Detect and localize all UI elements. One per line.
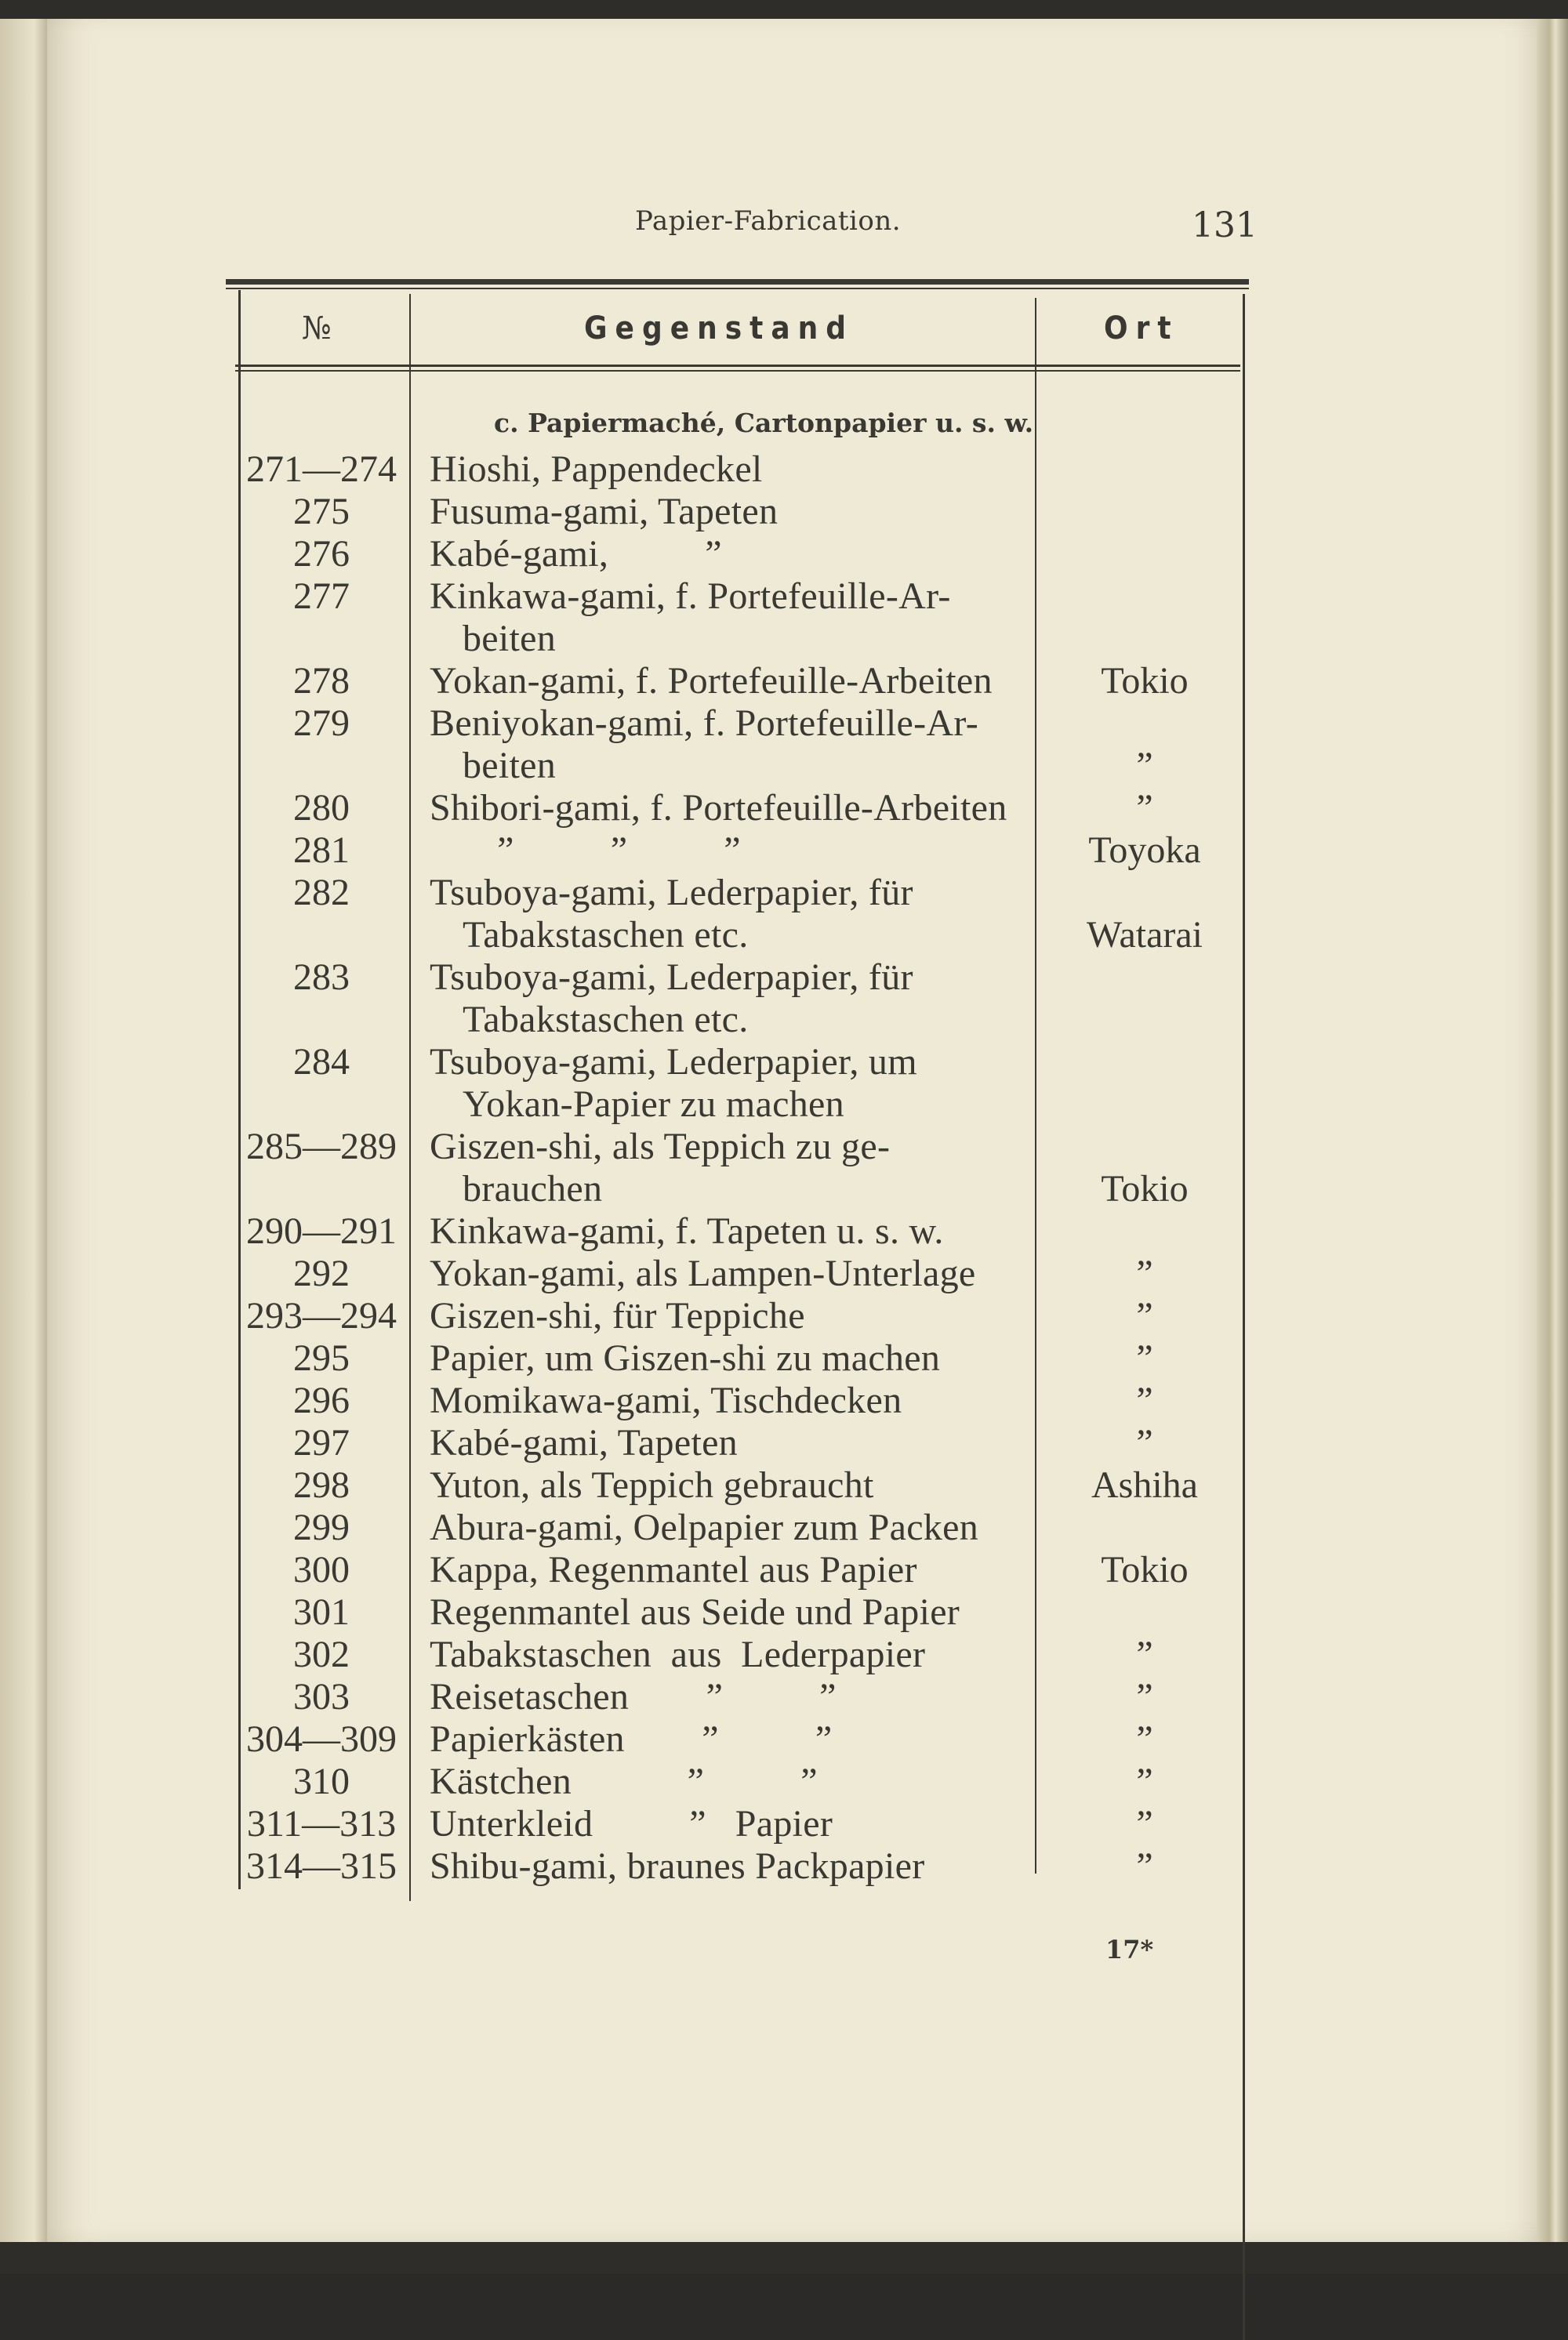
table-top-rule-thin: [226, 288, 1249, 289]
item-number: 302: [293, 1634, 350, 1675]
item-number: 299: [293, 1507, 350, 1548]
header-bottom-rule-thin: [235, 370, 1240, 372]
item-description: Kabé-gami, Tapeten: [430, 1422, 738, 1464]
item-number: 277: [293, 575, 350, 617]
table-row: [0, 1422, 1568, 1464]
item-number: 296: [293, 1380, 350, 1421]
item-number: 275: [293, 491, 350, 532]
item-description: Fusuma-gami, Tapeten: [430, 491, 779, 532]
item-description: Shibori-gami, f. Portefeuille-Arbeiten: [430, 787, 1007, 829]
item-location: Toyoka: [1088, 829, 1201, 871]
item-description: Kästchen ” ”: [430, 1761, 818, 1802]
signature-mark: 17*: [1105, 1935, 1154, 1965]
header-gegenstand: Gegenstand: [584, 310, 855, 346]
item-number: 271—274: [246, 448, 397, 490]
item-location: ”: [1136, 1803, 1153, 1845]
item-location: Tokio: [1101, 1549, 1189, 1591]
item-location: ”: [1136, 745, 1153, 786]
item-description: Shibu-gami, braunes Packpapier: [430, 1845, 925, 1887]
table-row: [0, 1591, 1568, 1634]
item-number: 285—289: [246, 1126, 397, 1167]
table-row: [0, 1337, 1568, 1380]
item-number: 281: [293, 829, 350, 871]
item-location: ”: [1136, 1253, 1153, 1294]
table-row: [0, 1041, 1568, 1083]
table-row: [0, 1168, 1568, 1210]
table-row: [0, 448, 1568, 491]
item-location: ”: [1136, 1676, 1153, 1718]
item-description: Giszen-shi, für Teppiche: [430, 1295, 805, 1337]
item-location: ”: [1136, 1337, 1153, 1379]
item-number: 290—291: [246, 1210, 397, 1252]
item-description: Unterkleid ” Papier: [430, 1803, 833, 1845]
item-description: Tsuboya-gami, Lederpapier, für: [430, 956, 913, 998]
item-description: Hioshi, Pappendeckel: [430, 448, 763, 490]
table-row: [0, 1380, 1568, 1422]
item-description: Abura-gami, Oelpapier zum Packen: [430, 1507, 978, 1548]
item-description: Tabakstaschen etc.: [463, 999, 749, 1040]
item-description: Giszen-shi, als Teppich zu ge-: [430, 1126, 891, 1167]
page-number: 131: [1192, 205, 1258, 245]
item-number: 292: [293, 1253, 350, 1294]
table-row: [0, 1549, 1568, 1591]
item-description: Regenmantel aus Seide und Papier: [430, 1591, 960, 1633]
table-row: [0, 618, 1568, 660]
item-description: Tsuboya-gami, Lederpapier, für: [430, 872, 913, 913]
item-location: ”: [1136, 1718, 1153, 1760]
item-number: 298: [293, 1464, 350, 1506]
table-row: [0, 1295, 1568, 1337]
running-head: Papier-Fabrication.: [635, 205, 902, 237]
table-row: [0, 1803, 1568, 1845]
table-row: [0, 533, 1568, 575]
table-row: [0, 872, 1568, 914]
item-location: ”: [1136, 1845, 1153, 1887]
item-description: Kinkawa-gami, f. Portefeuille-Ar-: [430, 575, 951, 617]
item-number: 303: [293, 1676, 350, 1718]
header-number: №: [302, 310, 332, 346]
header-bottom-rule: [235, 365, 1240, 367]
item-description: Yokan-gami, f. Portefeuille-Arbeiten: [430, 660, 993, 702]
item-description: Tabakstaschen aus Lederpapier: [430, 1634, 926, 1675]
item-number: 295: [293, 1337, 350, 1379]
table-row: [0, 1718, 1568, 1761]
item-description: Kinkawa-gami, f. Tapeten u. s. w.: [430, 1210, 944, 1252]
item-number: 283: [293, 956, 350, 998]
item-description: Momikawa-gami, Tischdecken: [430, 1380, 902, 1421]
item-number: 297: [293, 1422, 350, 1464]
table-row: [0, 491, 1568, 533]
table-row: [0, 1845, 1568, 1888]
item-number: 276: [293, 533, 350, 575]
item-description: Reisetaschen ” ”: [430, 1676, 837, 1718]
table-top-rule: [226, 279, 1249, 285]
item-location: Watarai: [1086, 914, 1203, 956]
table-row: [0, 1507, 1568, 1549]
item-location: Tokio: [1101, 660, 1189, 702]
table-row: [0, 575, 1568, 618]
item-description: beiten: [463, 745, 557, 786]
item-number: 280: [293, 787, 350, 829]
item-description: Tsuboya-gami, Lederpapier, um: [430, 1041, 917, 1083]
header-ort: Ort: [1104, 310, 1179, 346]
table-row: [0, 1126, 1568, 1168]
item-location: Ashiha: [1091, 1464, 1198, 1506]
item-number: 284: [293, 1041, 350, 1083]
item-description: beiten: [463, 618, 557, 659]
item-number: 311—313: [246, 1803, 397, 1845]
item-number: 278: [293, 660, 350, 702]
item-number: 310: [293, 1761, 350, 1802]
item-location: Tokio: [1101, 1168, 1189, 1210]
item-number: 314—315: [246, 1845, 397, 1887]
item-location: ”: [1136, 1380, 1153, 1421]
top-border: [0, 0, 1568, 19]
table-row: [0, 1634, 1568, 1676]
table-row: [0, 829, 1568, 872]
item-location: ”: [1136, 1761, 1153, 1802]
item-description: Kappa, Regenmantel aus Papier: [430, 1549, 917, 1591]
item-number: 301: [293, 1591, 350, 1633]
table-row: [0, 1464, 1568, 1507]
table-row: [0, 1676, 1568, 1718]
item-number: 279: [293, 702, 350, 744]
table-row: [0, 999, 1568, 1041]
item-description: Yokan-gami, als Lampen-Unterlage: [430, 1253, 976, 1294]
item-number: 304—309: [246, 1718, 397, 1760]
item-description: brauchen: [463, 1168, 603, 1210]
item-description: Kabé-gami, ”: [430, 533, 722, 575]
item-description: Yokan-Papier zu machen: [463, 1083, 844, 1125]
item-number: 293—294: [246, 1295, 397, 1337]
table-row: [0, 787, 1568, 829]
item-description: Papierkästen ” ”: [430, 1718, 833, 1760]
item-number: 300: [293, 1549, 350, 1591]
item-location: ”: [1136, 1634, 1153, 1675]
table-row: [0, 1210, 1568, 1253]
item-description: Papier, um Giszen-shi zu machen: [430, 1337, 941, 1379]
table-row: [0, 1761, 1568, 1803]
table-row: [0, 1253, 1568, 1295]
item-number: 282: [293, 872, 350, 913]
item-location: ”: [1136, 1422, 1153, 1464]
bottom-border: [0, 2242, 1568, 2274]
table-row: [0, 660, 1568, 702]
table-row: [0, 956, 1568, 999]
table-row: [0, 702, 1568, 745]
item-location: ”: [1136, 1295, 1153, 1337]
table-row: [0, 914, 1568, 956]
item-description: ” ” ”: [430, 829, 741, 871]
table-row: [0, 1083, 1568, 1126]
table-row: [0, 745, 1568, 787]
item-description: Yuton, als Teppich gebraucht: [430, 1464, 874, 1506]
item-description: Tabakstaschen etc.: [463, 914, 749, 956]
item-location: ”: [1136, 787, 1153, 829]
item-description: Beniyokan-gami, f. Portefeuille-Ar-: [430, 702, 978, 744]
section-title: c. Papiermaché, Cartonpapier u. s. w.: [494, 408, 1034, 438]
